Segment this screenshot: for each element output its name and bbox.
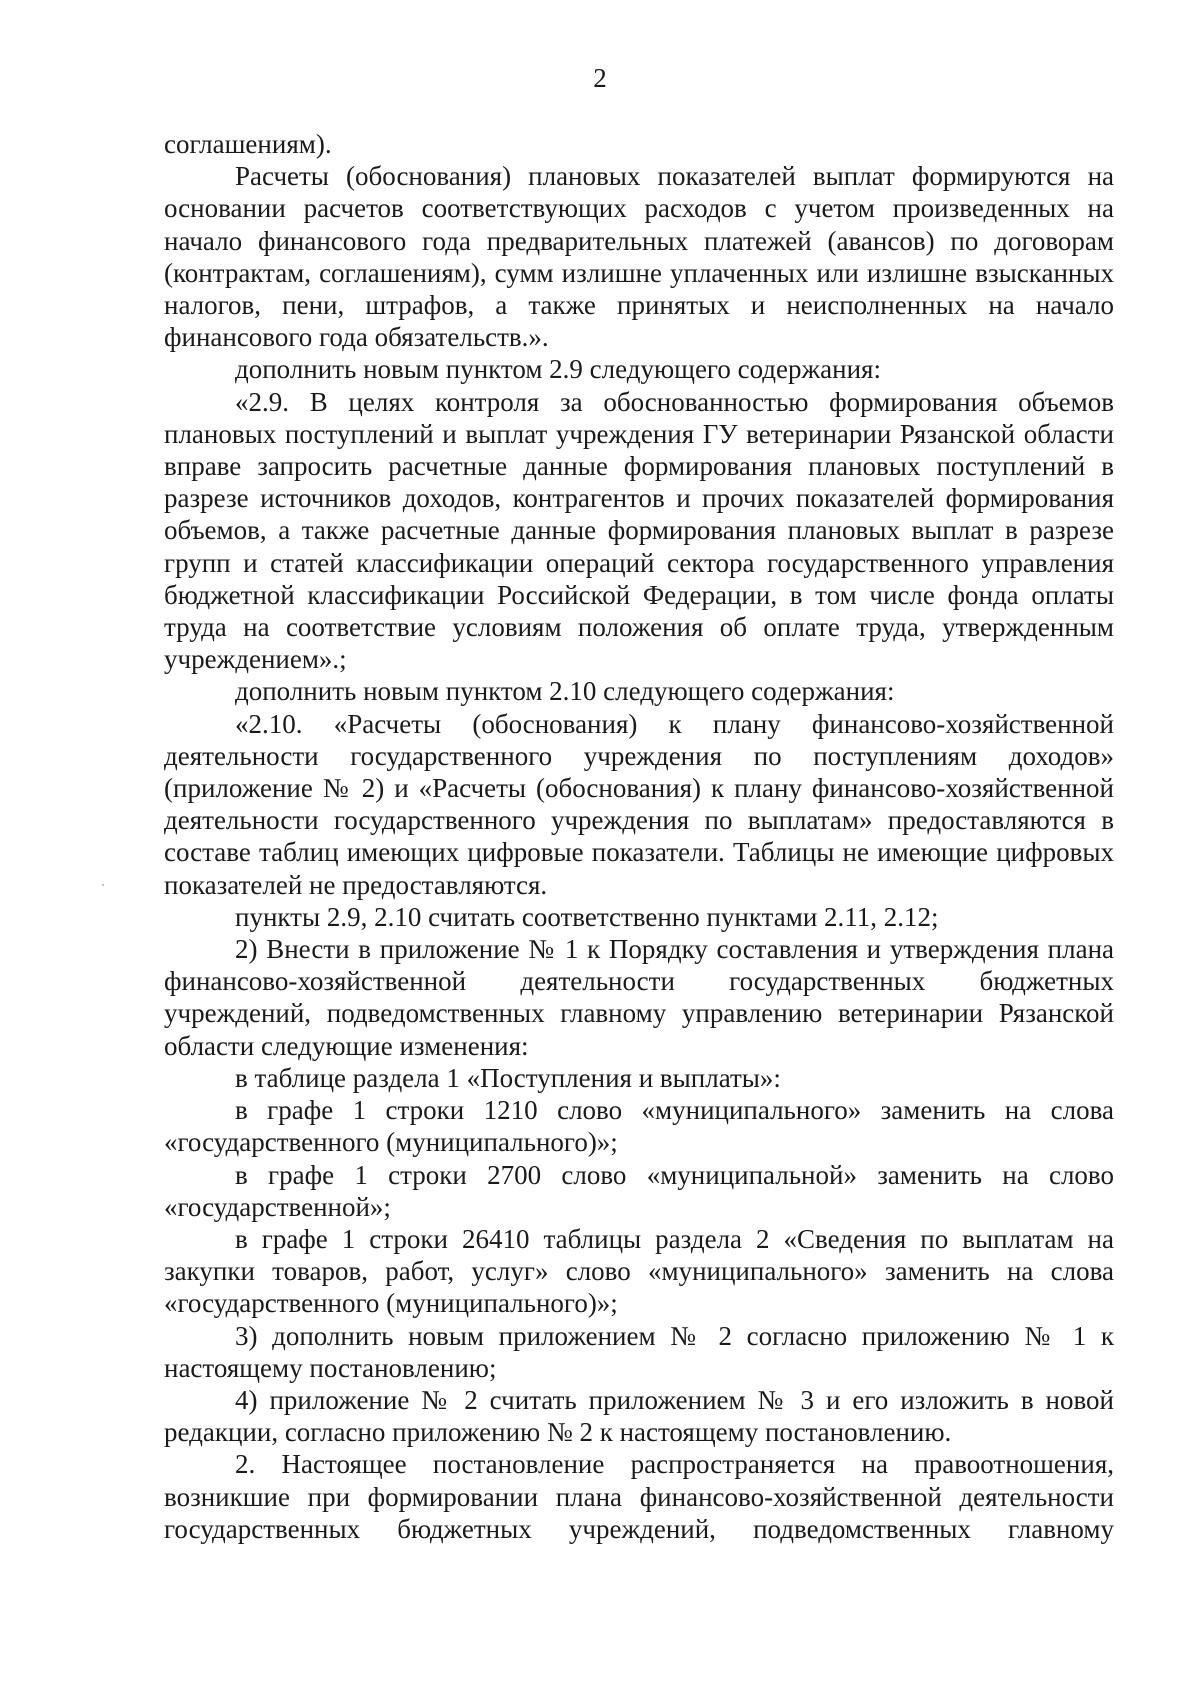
paragraph-continuation: соглашениям). bbox=[164, 129, 332, 159]
paragraph-row-2700: в графе 1 строки 2700 слово «муниципальной» заменить на слово «государственной»; bbox=[164, 1159, 1114, 1222]
page-number: 2 bbox=[593, 63, 607, 93]
paragraph-calculations: Расчеты (обоснования) плановых показателей выплат формируются на основании расчетов соответствующих расходов с учетом произведенных на начало финансового года предварительных платежей (авансов) по договорам (контрактам, соглашениям), сумм излишне уплаченных или излишне взысканных налогов, пени, штрафов, а также принятых и неисполненных на начало финансового года обязательств.». bbox=[164, 161, 1114, 353]
paragraph-add-item-2-10: дополнить новым пунктом 2.10 следующего содержания: bbox=[235, 676, 895, 707]
paragraph-applicability: 2. Настоящее постановление распространяется на правоотношения, возникшие при формировании плана финансово-хозяйственной деятельности государственных бюджетных учреждений, подведомственных главному bbox=[164, 1449, 1114, 1544]
paragraph-section-1-table: в таблице раздела 1 «Поступления и выплаты»: bbox=[235, 1062, 781, 1093]
paragraph-row-26410: в графе 1 строки 26410 таблицы раздела 2 «Сведения по выплатам на закупки товаров, работ, услуг» слово «муниципального» заменить на слова «государственного (муниципального)»; bbox=[164, 1223, 1114, 1319]
paragraph-item-2-9: «2.9. В целях контроля за обоснованностью формирования объемов плановых поступлений и выплат учреждения ГУ ветеринарии Рязанской области вправе запросить расчетные данные формирования плановых поступлений в разрезе источников доходов, контрагентов и прочих показателей формирования объемов, а также расчетные данные формирования плановых выплат в разрезе групп и статей классификации операций сектора государственного управления бюджетной классификации Российской Федерации, в том числе фонда оплаты труда на соответствие условиям положения об оплате труда, утвержденным учреждением».; bbox=[164, 386, 1114, 675]
paragraph-row-1210: в графе 1 строки 1210 слово «муниципального» заменить на слова «государственного (муниципального)»; bbox=[164, 1095, 1114, 1158]
paragraph-amend-appendix-1: 2) Внести в приложение № 1 к Порядку составления и утверждения плана финансово-хозяйственной деятельности государственных бюджетных учреждений, подведомственных главному управлению ветеринарии Рязанской области следующие изменения: bbox=[164, 934, 1114, 1061]
paragraph-appendix-2-to-3: 4) приложение № 2 считать приложением № 3 и его изложить в новой редакции, согласно приложению № 2 к настоящему постановлению. bbox=[164, 1384, 1114, 1448]
paragraph-item-2-10: «2.10. «Расчеты (обоснования) к плану финансово-хозяйственной деятельности государственного учреждения по поступлениям доходов» (приложение № 2) и «Расчеты (обоснования) к плану финансово-хозяйственной деятельности государственного учреждения по выплатам» предоставляются в составе таблиц имеющих цифровые показатели. Таблицы не имеющие цифровых показателей не предоставляются. bbox=[164, 708, 1114, 900]
document-body bbox=[164, 128, 1114, 1545]
paragraph-new-appendix-2: 3) дополнить новым приложением № 2 согласно приложению № 1 к настоящему постановлению; bbox=[164, 1320, 1114, 1383]
paragraph-renumber-items: пункты 2.9, 2.10 считать соответственно пунктами 2.11, 2.12; bbox=[235, 901, 939, 932]
scan-artifact bbox=[102, 884, 104, 886]
paragraph-add-item-2-9: дополнить новым пунктом 2.9 следующего содержания: bbox=[235, 354, 881, 385]
